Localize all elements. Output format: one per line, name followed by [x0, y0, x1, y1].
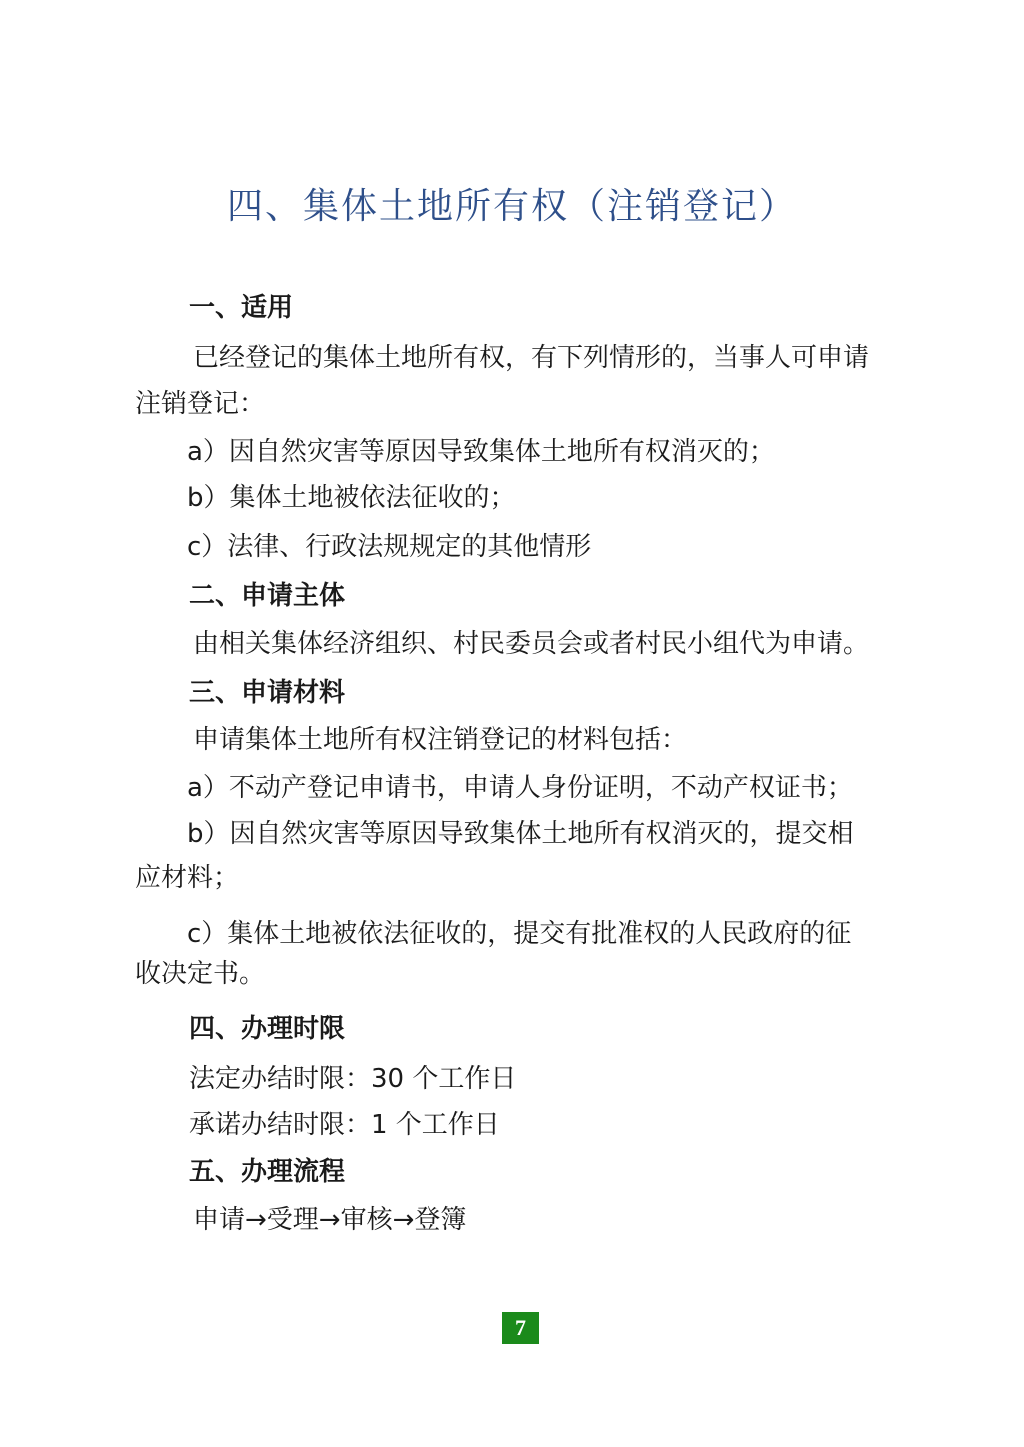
applicability-item-c: c）法律、行政法规规定的其他情形 — [187, 532, 592, 562]
applicability-intro-line-2: 注销登记： — [135, 389, 266, 419]
applicant-text: 由相关集体经济组织、村民委员会或者村民小组代为申请。 — [193, 629, 870, 659]
time-limit-promised: 承诺办结时限：1 个工作日 — [189, 1110, 500, 1140]
materials-item-c-line-2: 收决定书。 — [135, 959, 266, 989]
page-title: 四、集体土地所有权（注销登记） — [226, 186, 797, 227]
materials-intro: 申请集体土地所有权注销登记的材料包括： — [193, 725, 688, 755]
materials-item-a: a）不动产登记申请书，申请人身份证明，不动产权证书； — [187, 773, 853, 803]
section-heading-time-limit: 四、办理时限 — [189, 1014, 346, 1044]
applicability-item-b: b）集体土地被依法征收的； — [187, 483, 516, 513]
materials-item-c-line-1: c）集体土地被依法征收的，提交有批准权的人民政府的征 — [187, 919, 852, 949]
section-heading-applicant: 二、申请主体 — [189, 581, 346, 611]
section-heading-process: 五、办理流程 — [189, 1157, 346, 1187]
materials-item-b-line-2: 应材料； — [135, 863, 240, 893]
applicability-item-a: a）因自然灾害等原因导致集体土地所有权消灭的； — [187, 437, 775, 467]
process-flow: 申请→受理→审核→登簿 — [193, 1205, 467, 1235]
section-heading-applicability: 一、适用 — [189, 293, 294, 323]
applicability-intro-line-1: 已经登记的集体土地所有权，有下列情形的，当事人可申请 — [193, 343, 870, 373]
materials-item-b-line-1: b）因自然灾害等原因导致集体土地所有权消灭的，提交相 — [187, 819, 854, 849]
time-limit-legal: 法定办结时限：30 个工作日 — [189, 1064, 517, 1094]
section-heading-materials: 三、申请材料 — [189, 678, 346, 708]
page-number: 7 — [502, 1312, 539, 1344]
